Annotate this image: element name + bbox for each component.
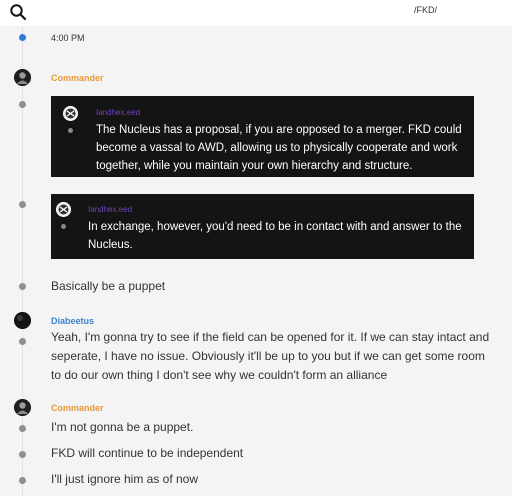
avatar[interactable] (14, 69, 31, 86)
channel-path: /FKD/ (414, 5, 438, 15)
avatar-icon (14, 399, 31, 416)
avatar[interactable] (14, 312, 31, 329)
quoted-message[interactable] (51, 96, 474, 177)
message-text: I'll just ignore him as of now (51, 472, 199, 486)
avatar-icon (63, 106, 78, 121)
search-icon[interactable] (9, 3, 27, 21)
quote-dot (68, 128, 73, 133)
avatar-icon (14, 69, 31, 86)
top-bar (0, 0, 512, 26)
timeline-dot (19, 101, 26, 108)
message-text: I'm not gonna be a puppet. (51, 420, 194, 434)
author-name[interactable]: Commander (51, 403, 104, 413)
author-name[interactable]: Diabeetus (51, 316, 95, 326)
quote-author[interactable]: Iandhex.eed (96, 108, 141, 117)
unread-dot (19, 34, 26, 41)
avatar[interactable] (14, 399, 31, 416)
quote-text: The Nucleus has a proposal, if you are opposed to a merger. FKD could become a vassal to AWD, allowing us to physically cooperate and work together, while you maintain your own hierarchy and structure. (96, 124, 462, 172)
quote-author[interactable]: Iandhex.eed (88, 205, 133, 214)
timeline-dot (19, 283, 26, 290)
author-name[interactable]: Commander (51, 73, 104, 83)
avatar-icon (56, 202, 71, 217)
timeline-dot (19, 338, 26, 345)
quote-text: In exchange, however, you'd need to be in contact with and answer to the Nucleus. (88, 221, 462, 251)
avatar (56, 202, 71, 217)
timeline-dot (19, 201, 26, 208)
message-text: Yeah, I'm gonna try to see if the field can be opened for it. If we can stay intact and seperate, I have no issue. Obviously it'll be up to you but if we can get some room to do our own thing I don't see why we couldn't form an alliance (51, 330, 490, 382)
avatar-icon (14, 312, 31, 329)
message-text: FKD will continue to be independent (51, 446, 244, 460)
quoted-message[interactable] (51, 194, 474, 259)
timeline-dot (19, 425, 26, 432)
timeline-dot (19, 477, 26, 484)
quote-dot (61, 224, 66, 229)
timestamp: 4:00 PM (51, 33, 85, 43)
timeline-dot (19, 451, 26, 458)
message-text: Basically be a puppet (51, 279, 166, 293)
avatar (63, 106, 78, 121)
